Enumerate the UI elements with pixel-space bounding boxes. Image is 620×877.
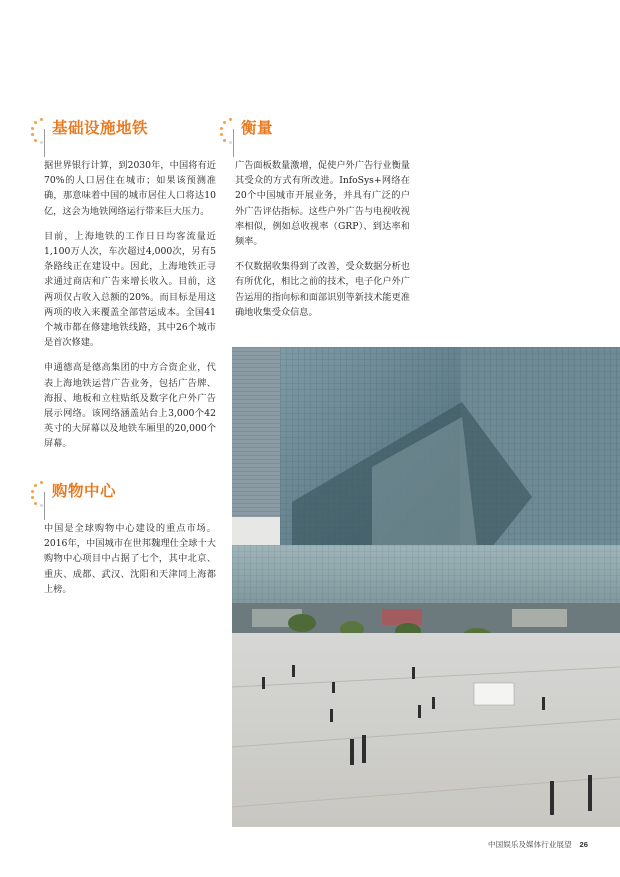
paragraph: 据世界银行计算，到2030年，中国将有近70%的人口居住在城市；如果该预测准确，那意味着中国的城市居住人口将达10亿，这会为地铁网络运行带来巨大压力。 <box>44 160 216 217</box>
mall-plaza-image <box>232 347 620 827</box>
section-heading <box>219 118 411 144</box>
section-measure <box>219 118 411 330</box>
section-heading <box>30 118 218 144</box>
section-infrastructure <box>30 118 218 462</box>
heading-mall: 购物中心 <box>52 482 117 500</box>
report-title: 中国娱乐及媒体行业展望 <box>488 840 572 849</box>
section-divider <box>44 492 45 520</box>
heading-measure: 衡量 <box>241 119 274 137</box>
heading-infrastructure: 基础设施地铁 <box>52 119 149 137</box>
mall-body <box>44 521 216 597</box>
measure-body <box>235 158 410 320</box>
paragraph: 申通德高是德高集团的中方合资企业，代表上海地铁运营广告业务，包括广告牌、海报、地板和立柱贴纸及数字化户外广告展示网络。该网络涵盖站台上3,000个42英寸的大屏幕以及地铁车厢里的20,000个屏幕。 <box>44 362 216 450</box>
mall-plaza-photo <box>232 347 620 827</box>
page-footer <box>488 839 588 850</box>
dotted-arc-icon <box>30 481 52 507</box>
section-divider <box>233 129 234 157</box>
paragraph: 不仅数据收集得到了改善，受众数据分析也有所优化，相比之前的技术，电子化户外广告运用的指向标和面部识别等新技术能更准确地收集受众信息。 <box>235 261 410 318</box>
paragraph: 广告面板数量激增，促使户外广告行业衡量其受众的方式有所改进。InfoSys+网络在20个中国城市开展业务，并具有广泛的户外广告评估指标。这些户外广告与电视收视率相似，例如总收视率（GRP）、到达率和频率。 <box>235 160 410 248</box>
section-heading <box>30 481 218 507</box>
infrastructure-body <box>44 158 216 452</box>
dotted-arc-icon <box>30 118 52 144</box>
section-mall <box>30 481 218 607</box>
page-number: 26 <box>579 840 588 849</box>
paragraph: 目前，上海地铁的工作日日均客流量近1,100万人次，车次超过4,000次，另有5条路线正在建设中。因此，上海地铁正寻求通过商店和广告来增长收入。目前，这两项仅占收入总额的20%。而目标是用这两项的收入来覆盖全部营运成本。全国41个城市都在修建地铁线路，其中26个城市是首次修建。 <box>44 230 216 349</box>
paragraph: 中国是全球购物中心建设的重点市场。2016年，中国城市在世邦魏理仕全球十大购物中心项目中占据了七个，其中北京、重庆、成都、武汉、沈阳和天津同上海都上榜。 <box>44 523 216 595</box>
dotted-arc-icon <box>219 118 241 144</box>
section-divider <box>44 129 45 157</box>
